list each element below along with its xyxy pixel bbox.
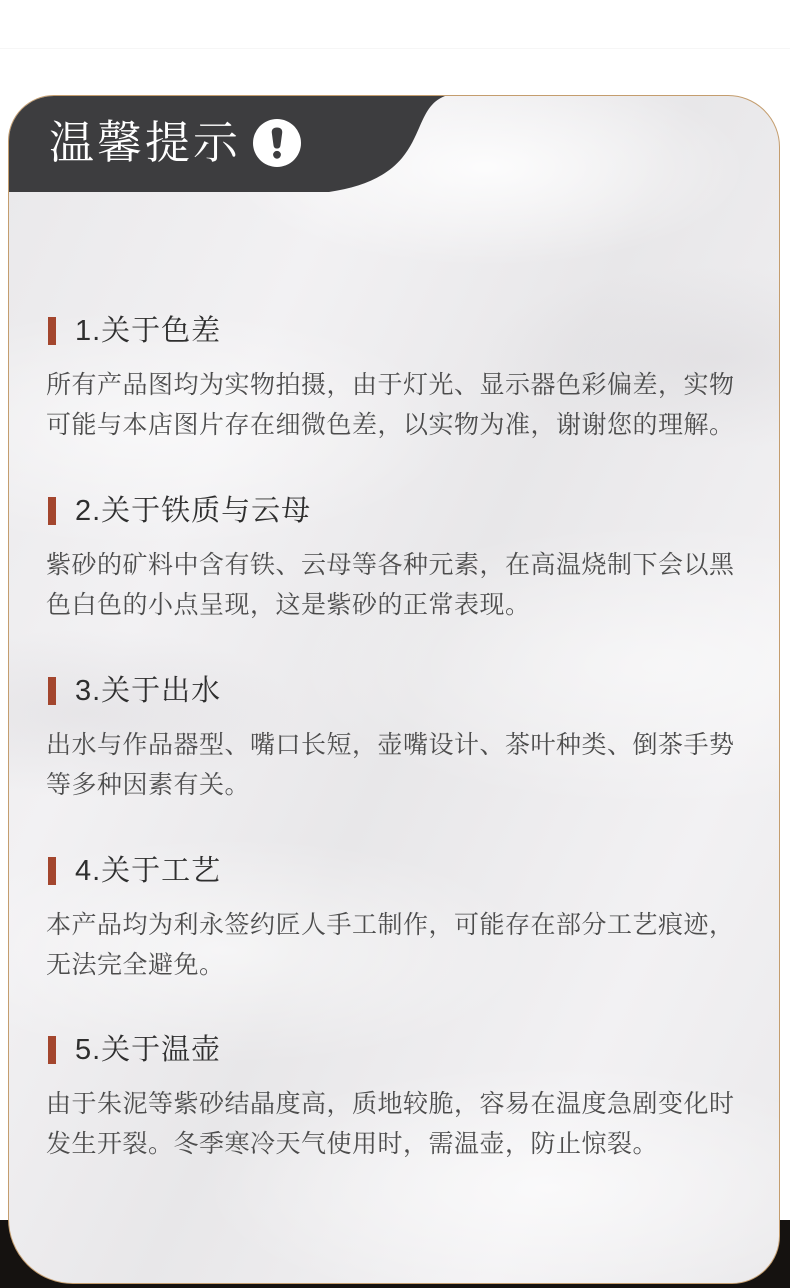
section-heading-row xyxy=(48,314,780,348)
red-bar-marker xyxy=(48,1036,56,1064)
exclamation-circle-icon xyxy=(253,119,301,167)
section-body: 本产品均为利永签约匠人手工制作，可能存在部分工艺痕迹，无法完全避免。 xyxy=(46,911,735,979)
red-bar-marker xyxy=(48,497,56,525)
section-heading: 2.关于铁质与云母 xyxy=(75,495,312,527)
section-craftsmanship xyxy=(9,854,780,985)
red-bar-marker xyxy=(48,857,56,885)
section-body: 紫砂的矿料中含有铁、云母等各种元素，在高温烧制下会以黑色白色的小点呈现，这是紫砂的正常表现。 xyxy=(46,551,735,619)
section-heading: 5.关于温壶 xyxy=(75,1034,222,1066)
section-heading-row xyxy=(48,854,780,888)
section-heading: 3.关于出水 xyxy=(75,675,222,707)
section-body: 出水与作品器型、嘴口长短，壶嘴设计、茶叶种类、倒茶手势等多种因素有关。 xyxy=(46,731,735,799)
section-heading-row xyxy=(48,1033,780,1067)
section-heading-row xyxy=(48,674,780,708)
section-color-difference xyxy=(9,314,780,445)
section-water-flow xyxy=(9,674,780,805)
section-body: 由于朱泥等紫砂结晶度高，质地较脆，容易在温度急剧变化时发生开裂。冬季寒冷天气使用时，需温壶，防止惊裂。 xyxy=(46,1090,735,1158)
banner-title: 温馨提示 xyxy=(49,117,242,168)
red-bar-marker xyxy=(48,317,56,345)
section-warm-pot xyxy=(9,1033,780,1164)
red-bar-marker xyxy=(48,677,56,705)
section-heading: 1.关于色差 xyxy=(75,315,222,347)
section-heading-row xyxy=(48,494,780,528)
section-heading: 4.关于工艺 xyxy=(75,855,222,887)
top-divider-line xyxy=(0,48,790,49)
tips-card xyxy=(8,95,780,1284)
section-iron-mica xyxy=(9,494,780,625)
banner xyxy=(49,118,301,168)
section-body: 所有产品图均为实物拍摄，由于灯光、显示器色彩偏差，实物可能与本店图片存在细微色差，以实物为准，谢谢您的理解。 xyxy=(46,371,735,439)
